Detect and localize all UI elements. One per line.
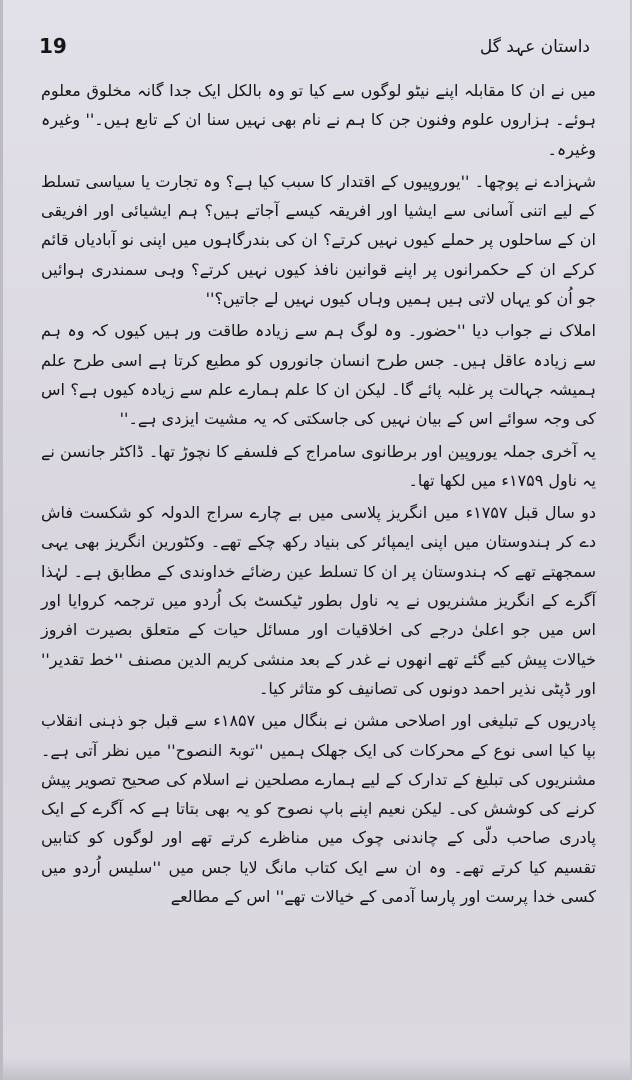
- paragraph-text: املاک نے جواب دیا ''حضور۔ وہ لوگ ہم سے زیادہ طاقت ور ہیں کیوں کہ وہ ہم سے زیادہ عاقل ہیں۔ جس طرح انسان جانوروں کو مطیع کرتا ہے اسی طرح علم ہمیشہ جہالت پر غلبہ پائے گا۔ لیکن ان کا علم ہمارے علم سے زیادہ کیوں ہے؟ اس کی وجہ سوائے اس کے بیان نہیں کی جاسکتی کہ یہ مشیت ایزدی ہے۔'': [41, 321, 596, 429]
- paragraph-text: یہ آخری جملہ یوروپین اور برطانوی سامراج کے فلسفے کا نچوڑ تھا۔ ڈاکٹر جانسن نے یہ ناول ۱۷۵۹ء میں لکھا تھا۔: [41, 441, 596, 490]
- paragraph: [41, 167, 596, 313]
- paragraph-text: پادریوں کے تبلیغی اور اصلاحی مشن نے بنگال میں ۱۸۵۷ء سے قبل جو ذہنی انقلاب بپا کیا اسی نوع کے محرکات کی ایک جھلک ہمیں ''توبۃ النصوح'' میں نظر آتی ہے۔ مشنریوں کی تبلیغ کے تدارک کے لیے ہمارے مصلحین نے اسلام کی صحیح تصویر پیش کرنے کی کوشش کی۔ لیکن نعیم اپنے باپ نصوح کو یہ بھی بتاتا ہے کہ آگرے کے ایک پادری صاحب دلّی کے چاندنی چوک میں مناظرے کرتے تھے اور لوگوں کو کتابیں تقسیم کیا کرتے تھے۔ وہ ان سے ایک کتاب مانگ لایا جس میں ''سلیس اُردو میں کسی خدا پرست اور پارسا آدمی کے خیالات تھے'' اس کے مطالعے: [41, 711, 597, 907]
- page-header: [3, 34, 630, 66]
- page-bottom-shadow: [3, 1058, 630, 1080]
- paragraph: [41, 498, 596, 703]
- paragraph: [41, 76, 596, 164]
- paragraph: [41, 437, 596, 496]
- paragraph: [41, 316, 596, 433]
- paragraph: [41, 706, 596, 911]
- paragraph-text: دو سال قبل ۱۷۵۷ء میں انگریز پلاسی میں بے چارے سراج الدولہ کو شکست فاش دے کر ہندوستان میں اپنی ایمپائر کی بنیاد رکھ چکے تھے۔ وکٹورین انگریز بھی یہی سمجھتے تھے کہ ہندوستان پر ان کا تسلط عین رضائے خداوندی کے مطابق ہے۔ لہٰذا آگرے کے انگریز مشنریوں نے یہ ناول بطور ٹیکسٹ بک اُردو میں ترجمہ کروایا اور اس میں جو اعلیٰ درجے کی اخلاقیات اور مسائل حیات کے متعلق بصیرت افروز خیالات پیش کیے گئے تھے انھوں نے غدر کے بعد منشی کریم الدین مصنف ''خط تقدیر'' اور ڈپٹی نذیر احمد دونوں کی تصانیف کو متاثر کیا۔: [41, 503, 597, 698]
- running-title: داستان عہد گل: [479, 37, 590, 57]
- paragraph-text: میں نے ان کا مقابلہ اپنے نیٹو لوگوں سے کیا تو وہ بالکل ایک جدا گانہ مخلوق معلوم ہوئے۔ ہزاروں علوم وفنون جن کا ہم نے نام بھی نہیں سنا ان کے تابع ہیں۔'' وغیرہ وغیرہ۔: [41, 81, 596, 159]
- page-body: [41, 76, 596, 914]
- paragraph-text: شہزادے نے پوچھا۔ ''یوروپیوں کے اقتدار کا سبب کیا ہے؟ وہ تجارت یا سیاسی تسلط کے لیے اتنی آسانی سے ایشیا اور افریقہ کیسے آجاتے ہیں؟ ہم ایشیائی اور افریقی ان کے ساحلوں پر حملے کیوں نہیں کرتے؟ ان کی بندرگاہوں میں اپنی نو آبادیاں قائم کرکے ان کے حکمرانوں پر اپنے قوانین نافذ کیوں نہیں کرتے؟ وہی سمندری ہوائیں جو اُن کو یہاں لاتی ہیں ہمیں وہاں کیوں نہیں لے جاتیں؟'': [41, 171, 596, 309]
- page-number: 19: [39, 34, 67, 58]
